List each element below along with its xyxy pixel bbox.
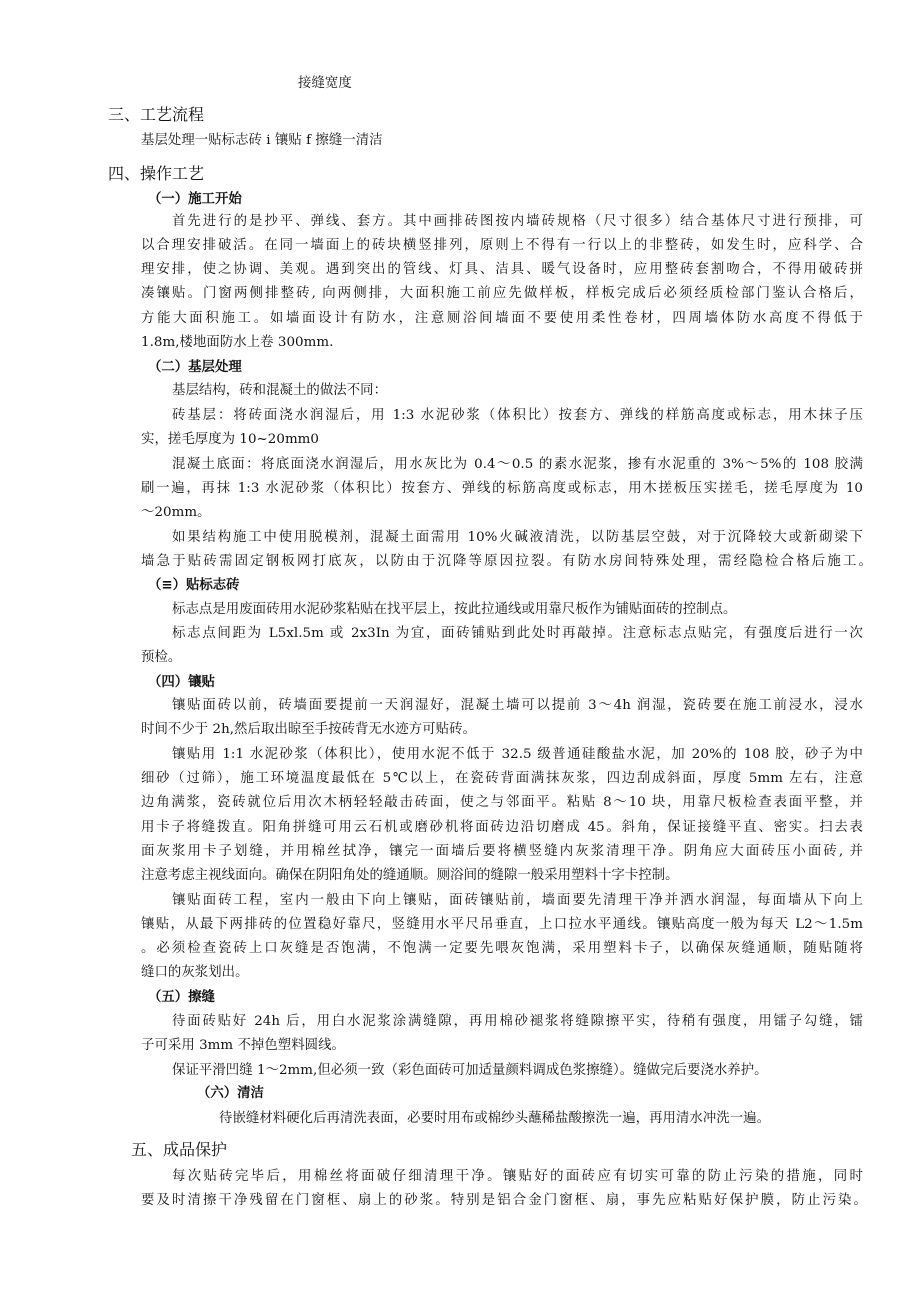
paragraph-line: 如果结构施工中使用脱模剂，混凝土面需用 10%火碱液清洗，以防基层空鼓，对于沉降较大或新砌梁下 [172,530,863,545]
paragraph-line: 理安排，使之协调、美观。遇到突出的管线、灯具、洁具、暖气设备时，应用整砖套割吻合，不得用破砖拼 [141,262,863,277]
paragraph-line: 混凝土底面：将底面浇水润湿后，用水灰比为 0.4～0.5 的素水泥浆，掺有水泥重的 3%～5%的 108 胶满 [172,457,863,472]
paragraph-line: 墙急于贴砖需固定钢板网打底灰，以防由于沉降等原因拉裂。有防水房间特殊处理，需经隐检合格后施工。 [141,554,872,569]
paragraph-line: 。必须检查瓷砖上口灰缝是否饱满，不饱满一定要先喂灰饱满，采用塑料卡子，以确保灰缝通顺，随贴随将 [141,941,863,956]
paragraph-line: 以合理安排破活。在同一墙面上的砖块横竖排列，原则上不得有一行以上的非整砖，如发生时，应科学、合 [141,238,863,253]
paragraph-line: 镶贴用 1:1 水泥砂浆（体积比），使用水泥不低于 32.5 级普通硅酸盐水泥，加 20%的 108 胶，砂子为中 [172,747,863,762]
paragraph-line: 镶贴面砖工程，室内一般由下向上镶贴，面砖镶贴前，墙面要先清理干净并洒水润湿，每面墙从下向上 [172,893,863,908]
paragraph-line: 镶贴，从最下两排砖的位置稳好靠尺，竖缝用水平尺吊垂直，上口拉水平通线。镶贴高度一般为每天 L2～1.5m [141,917,863,932]
section-3-heading: 三、工艺流程 [108,105,205,124]
paragraph-line: 边角满浆，瓷砖就位后用次木柄轻轻敲击砖面，使之与邻面平。粘贴 8～10 块，用靠尺板检查表面平整，并 [141,795,863,810]
subsection-3-title: （≡）贴标志砖 [148,578,240,593]
paragraph-line: 标志点是用废面砖用水泥砂浆粘贴在找平层上，按此拉通线或用靠尺板作为铺贴面砖的控制点。 [172,602,737,617]
paragraph-line: 时间不少于 2h,然后取出晾至手按砖背无水迹方可贴砖。 [141,722,476,737]
paragraph-line: 要及时清擦干净残留在门窗框、扇上的砂浆。特别是铝合金门窗框、扇，事先应粘贴好保护膜，防止污染。 [141,1193,867,1208]
paragraph-line: 基层结构，砖和混凝土的做法不同： [172,383,388,398]
paragraph-line: 每次贴砖完毕后，用棉丝将面破仔细清理干净。镶贴好的面砖应有切实可靠的防止污染的措施，同时 [172,1169,863,1184]
paragraph-line: 镶贴面砖以前，砖墙面要提前一天润湿好，混凝土墙可以提前 3～4h 润湿，瓷砖要在施工前浸水，浸水 [172,698,863,713]
paragraph-line: 砖基层：将砖面浇水润湿后，用 1:3 水泥砂浆（体积比）按套方、弹线的样筋高度或标志，用木抹子压 [172,408,863,423]
paragraph-line: 刷一遍，再抹 1:3 水泥砂浆（体积比）按套方、弹线的标筋高度或标志，用木搓板压实搓毛，搓毛厚度为 10 [141,481,863,496]
subsection-6-title: （六）清洁 [197,1086,264,1101]
paragraph-line: 细砂（过筛），施工环境温度最低在 5℃以上，在瓷砖背面满抹灰浆，四边刮成斜面，厚度 5mm 左右，注意 [141,771,863,786]
paragraph-line: 预检。 [141,650,182,665]
process-flow-text: 基层处理一贴标志砖 i 镶贴 f 擦缝一清洁 [141,133,383,148]
subsection-2-title: （二）基层处理 [148,360,242,375]
paragraph-line: 1.8m,楼地面防水上卷 300mm. [141,335,334,350]
paragraph-line: 首先进行的是抄平、弹线、套方。其中画排砖图按内墙砖规格（尺寸很多）结合基体尺寸进行预排，可 [172,214,863,229]
paragraph-line: ～20mm。 [141,505,211,520]
subsection-5-title: （五）擦缝 [148,990,215,1005]
paragraph-line: 用卡子将缝拨直。阳角拼缝可用云石机或磨砂机将面砖边沿切磨成 45。斜角，保证接缝平直、密实。扫去表 [141,820,863,835]
paragraph-line: 缝口的灰浆划出。 [141,965,249,980]
paragraph-line: 凑镶贴。门窗两侧排整砖, 向两侧排，大面积施工前应先做样板，样板完成后必须经质检部门鉴认合格后， [141,286,863,301]
paragraph-line: 注意考虑主视线面向。确保在阴阳角处的缝通顺。厕浴间的缝隙一般采用塑料十字卡控制。 [141,868,679,883]
paragraph-line: 实，搓毛厚度为 10~20mm0 [141,432,320,447]
paragraph-line: 保证平滑凹缝 1～2mm,但必须一致（彩色面砖可加适量颜料调成色浆擦缝）。缝做完后要浇水养护。 [172,1063,768,1078]
section-4-heading: 四、操作工艺 [108,164,205,183]
paragraph-line: 待嵌缝材料硬化后再清洗表面，必要时用布或棉纱头蘸稀盐酸擦洗一遍，再用清水冲洗一遍。 [219,1111,771,1126]
paragraph-line: 面灰浆用卡子划缝，并用棉丝拭净，镶完一面墙后要将横竖缝内灰浆清理干净。阴角应大面砖压小面砖, 并 [141,844,863,859]
subsection-4-title: （四）镶贴 [148,675,215,690]
subsection-1-title: （一）施工开始 [148,192,242,207]
top-fragment: 接缝宽度 [298,76,352,91]
paragraph-line: 标志点间距为 L5xl.5m 或 2x3In 为宜，面砖铺贴到此处时再敲掉。注意标志点贴完，有强度后进行一次 [172,626,863,641]
paragraph-line: 待面砖贴好 24h 后，用白水泥浆涂满缝隙，再用棉砂褪浆将缝隙擦平实，待稍有强度，用镭子勾缝，镭 [172,1014,863,1029]
section-5-heading: 五、成品保护 [131,1140,228,1159]
paragraph-line: 子可采用 3mm 不掉色塑料圆线。 [141,1038,345,1053]
paragraph-line: 方能大面积施工。如墙面设计有防水，注意厕浴间墙面不要使用柔性卷材，四周墙体防水高度不得低于 [141,311,863,326]
